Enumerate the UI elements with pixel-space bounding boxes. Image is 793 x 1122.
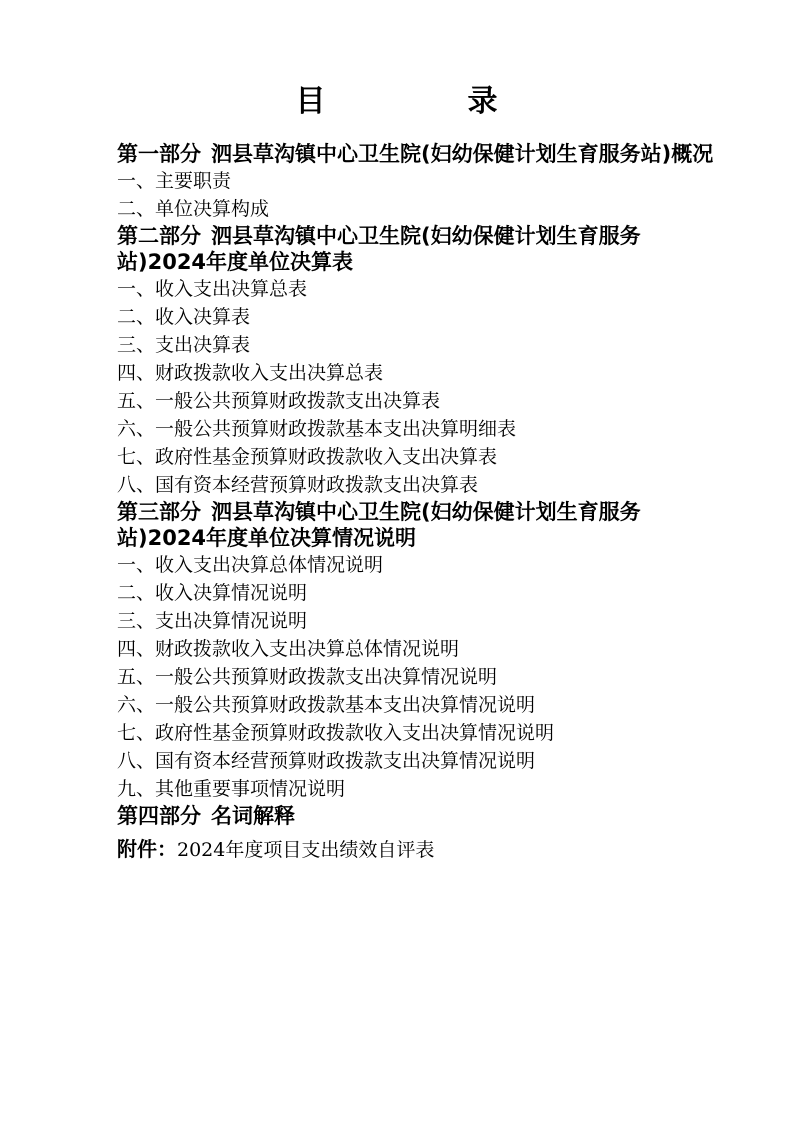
part-heading-1 — [117, 141, 717, 167]
toc-item: 四、财政拨款收入支出决算总表 — [117, 362, 384, 384]
toc-item: 六、一般公共预算财政拨款基本支出决算明细表 — [117, 418, 517, 440]
toc-item: 七、政府性基金预算财政拨款收入支出决算表 — [117, 446, 498, 468]
toc-item: 八、国有资本经营预算财政拨款支出决算情况说明 — [117, 750, 536, 772]
part-title: 名词解释 — [211, 804, 295, 828]
toc-item: 四、财政拨款收入支出决算总体情况说明 — [117, 638, 460, 660]
toc-item: 七、政府性基金预算财政拨款收入支出决算情况说明 — [117, 722, 555, 744]
toc-item: 二、收入决算情况说明 — [117, 582, 308, 604]
part-label: 第一部分 — [117, 142, 201, 166]
part-title: 泗县草沟镇中心卫生院(妇幼保健计划生育服务站)2024年度单位决算表 — [117, 224, 641, 274]
toc-item: 一、收入支出决算总表 — [117, 278, 308, 300]
toc-item: 八、国有资本经营预算财政拨款支出决算表 — [117, 474, 479, 496]
part-heading-2 — [117, 223, 717, 275]
part-label: 第三部分 — [117, 500, 201, 524]
toc-item: 二、收入决算表 — [117, 306, 251, 328]
toc-item: 一、主要职责 — [117, 170, 232, 192]
table-of-contents — [117, 141, 717, 864]
annex-label: 附件： — [117, 837, 177, 861]
page-title: 目 录 — [295, 84, 554, 119]
part-title: 泗县草沟镇中心卫生院(妇幼保健计划生育服务站)概况 — [211, 142, 714, 166]
toc-item: 五、一般公共预算财政拨款支出决算表 — [117, 390, 441, 412]
part-label: 第四部分 — [117, 804, 201, 828]
toc-item: 三、支出决算情况说明 — [117, 610, 308, 632]
toc-item: 五、一般公共预算财政拨款支出决算情况说明 — [117, 666, 498, 688]
toc-item: 六、一般公共预算财政拨款基本支出决算情况说明 — [117, 694, 536, 716]
part-heading-3 — [117, 499, 717, 551]
toc-item: 三、支出决算表 — [117, 334, 251, 356]
part-title: 泗县草沟镇中心卫生院(妇幼保健计划生育服务站)2024年度单位决算情况说明 — [117, 500, 641, 550]
annex-line — [117, 835, 717, 864]
toc-item: 二、单位决算构成 — [117, 198, 270, 220]
toc-item: 九、其他重要事项情况说明 — [117, 778, 346, 800]
part-label: 第二部分 — [117, 224, 201, 248]
toc-item: 一、收入支出决算总体情况说明 — [117, 554, 384, 576]
part-heading-4 — [117, 803, 717, 829]
annex-text: 2024年度项目支出绩效自评表 — [177, 839, 435, 861]
